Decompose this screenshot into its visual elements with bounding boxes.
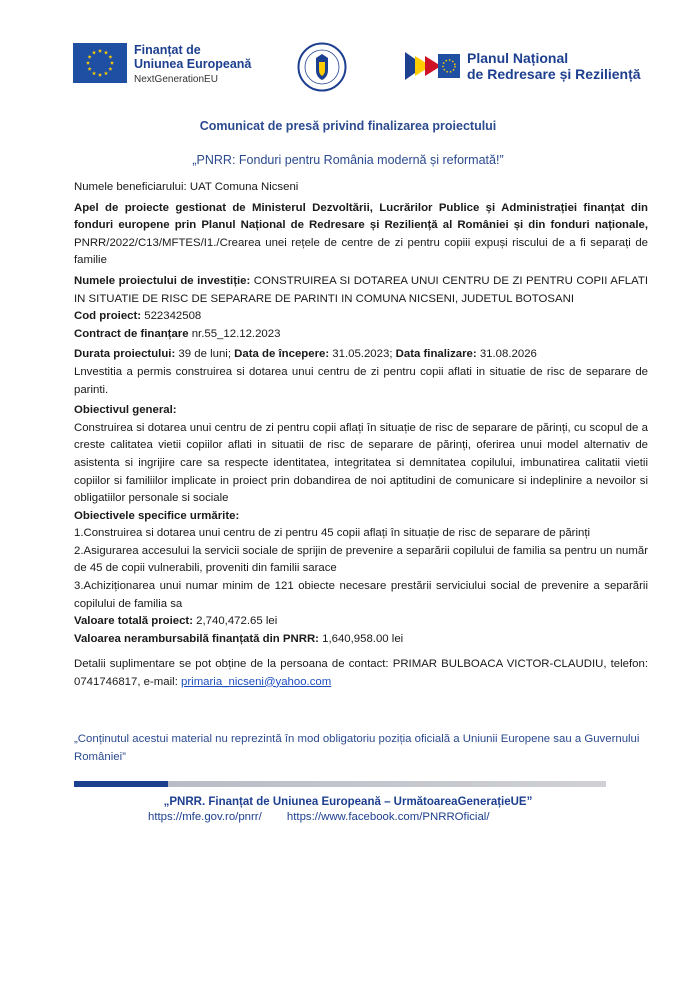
call-paragraph: [74, 200, 648, 270]
pnrr-logo-line2: de Redresare și Reziliență: [467, 66, 641, 83]
eu-star-icon: [110, 61, 114, 65]
eu-star-icon: [104, 50, 108, 54]
project-name-label: Numele proiectului de investiție:: [74, 274, 251, 287]
eu-logo-line2: Uniunea Europeană: [134, 57, 252, 72]
eu-star-icon: [98, 73, 102, 77]
footer-link-mfe[interactable]: https://mfe.gov.ro/pnrr/: [148, 811, 262, 823]
specific-objective-item: 3.Achiziționarea unui numar minim de 121 obiecte necesare prestării serviciului social de prevenire a separării copilului de familia sa: [74, 580, 648, 610]
footer-title: „PNRR. Finanțat de Uniunea Europeană – UrmătoareaGenerațieUE”: [163, 796, 533, 808]
project-name-line: [74, 273, 648, 308]
footer-divider: [74, 781, 606, 787]
investment-paragraph: Lnvestitia a permis construirea si dotarea unui centru de zi pentru copii aflati in situatie de risc de separare de parinti.: [74, 365, 648, 396]
eu-logo-line1: Finanțat de: [134, 43, 201, 57]
contract-label: Contract de finanțare: [74, 327, 189, 340]
disclaimer-text: „Conținutul acestui material nu reprezintă în mod obligatoriu poziția oficială a Uniunii Europene sau a Guvernului României”: [74, 733, 640, 763]
document-title: Comunicat de presă privind finalizarea proiectului: [199, 119, 497, 133]
general-objective-heading: Obiectivul general:: [74, 404, 177, 417]
pnrr-arrow-icon: [405, 50, 461, 82]
eu-star-icon: [98, 49, 102, 53]
specific-objective-item: 1.Construirea si dotarea unui centru de zi pentru 45 copii aflați în situație de risc de separare de părinți: [74, 527, 591, 540]
eu-star-icon: [104, 71, 108, 75]
nonrefundable-value-amount: 1,640,958.00 lei: [318, 632, 404, 645]
specific-objective-item: 2.Asigurarea accesului la servicii sociale de sprijin de prevenire a separării copilului de familia sa pentru un număr de 45 de copii vulnerabili, proveniti din familii sarace: [74, 544, 648, 575]
project-code-label: Cod proiect:: [74, 310, 142, 323]
eu-funding-logo: [73, 43, 251, 85]
footer-link-facebook[interactable]: https://www.facebook.com/PNRROficial/: [286, 811, 490, 823]
total-value-line: [74, 613, 648, 631]
total-value-amount: 2,740,472.65 lei: [193, 615, 278, 628]
general-objective-text: Construirea si dotarea unui centru de zi pentru copii aflați în situație de risc de separare de părinți, cu scopul de a creste calitatea vietii copiilor aflati in situatii de risc de separare de părinți, oferirea unui model alternativ de asistenta si ingrijire care sa respecte identitatea, integritatea si demnitatea copilului, imbunatirea calitatii vietii copiilor si familiilor implicate in proiect prin dobandirea de noi aptitudini de comunicare si indeplinire a nevoilor si obligatiilor personale si sociale: [74, 421, 648, 505]
contact-paragraph: [74, 656, 648, 691]
project-code-value: 522342508: [141, 310, 202, 323]
start-date-label: Data de începere:: [234, 348, 330, 361]
duration-value: 39 de luni;: [175, 348, 235, 361]
eu-star-icon: [108, 55, 112, 59]
beneficiary-line: Numele beneficiarului: UAT Comuna Nicseni: [74, 181, 299, 193]
contact-email-link[interactable]: primaria_nicseni@yahoo.com: [181, 675, 332, 688]
eu-star-icon: [108, 67, 112, 71]
pnrr-logo: [405, 50, 641, 82]
eu-star-icon: [88, 55, 92, 59]
nonrefundable-value-label: Valoarea nerambursabilă finanțată din PNRR:: [74, 632, 319, 645]
start-date-value: 31.05.2023;: [329, 348, 396, 361]
total-value-label: Valoare totală proiect:: [74, 615, 194, 628]
end-date-value: 31.08.2026: [476, 348, 537, 361]
call-rest-text: PNRR/2022/C13/MFTES/I1./Crearea unei rețele de centre de zi pentru copiii expuși riscului de a fi separați de familie: [74, 236, 648, 267]
contact-text: Detalii suplimentare se pot obține de la persoana de contact: PRIMAR BULBOACA VICTOR-CLAUDIU, telefon: 0741746817, e-mail:: [74, 658, 648, 688]
pnrr-logo-line1: Planul Național: [467, 50, 569, 66]
eu-star-icon: [92, 71, 96, 75]
document-body: [74, 179, 648, 648]
eu-logo-line3: NextGenerationEU: [134, 73, 218, 85]
footer-links: [148, 811, 512, 823]
project-code-line: [74, 308, 648, 326]
project-name-value: CONSTRUIREA SI DOTAREA UNUI CENTRU DE ZI PENTRU COPII AFLATI IN SITUATIE DE RISC DE SEPARARE DE PARINTI IN COMUNA NICSENI, JUDETUL BOTOSANI: [74, 274, 649, 305]
government-seal-icon: [297, 42, 347, 92]
contract-value: nr.55_12.12.2023: [188, 327, 281, 340]
contract-line: [74, 326, 648, 344]
call-bold-text: Apel de proiecte gestionat de Ministerul Dezvoltării, Lucrărilor Publice și Administrației finanțat din fonduri europene prin Planul Național de Redresare și Reziliență al României și din fonduri naționale,: [74, 201, 648, 232]
eu-flag-icon: [73, 43, 127, 83]
duration-line: [74, 346, 648, 364]
duration-label: Durata proiectului:: [74, 348, 176, 361]
end-date-label: Data finalizare:: [395, 348, 477, 361]
document-subtitle: „PNRR: Fonduri pentru România modernă și reformată!”: [192, 153, 504, 167]
eu-star-icon: [86, 61, 90, 65]
nonrefundable-value-line: [74, 631, 648, 649]
specific-objectives-heading: Obiectivele specifice urmărite:: [74, 509, 240, 522]
eu-star-icon: [92, 50, 96, 54]
eu-star-icon: [88, 67, 92, 71]
